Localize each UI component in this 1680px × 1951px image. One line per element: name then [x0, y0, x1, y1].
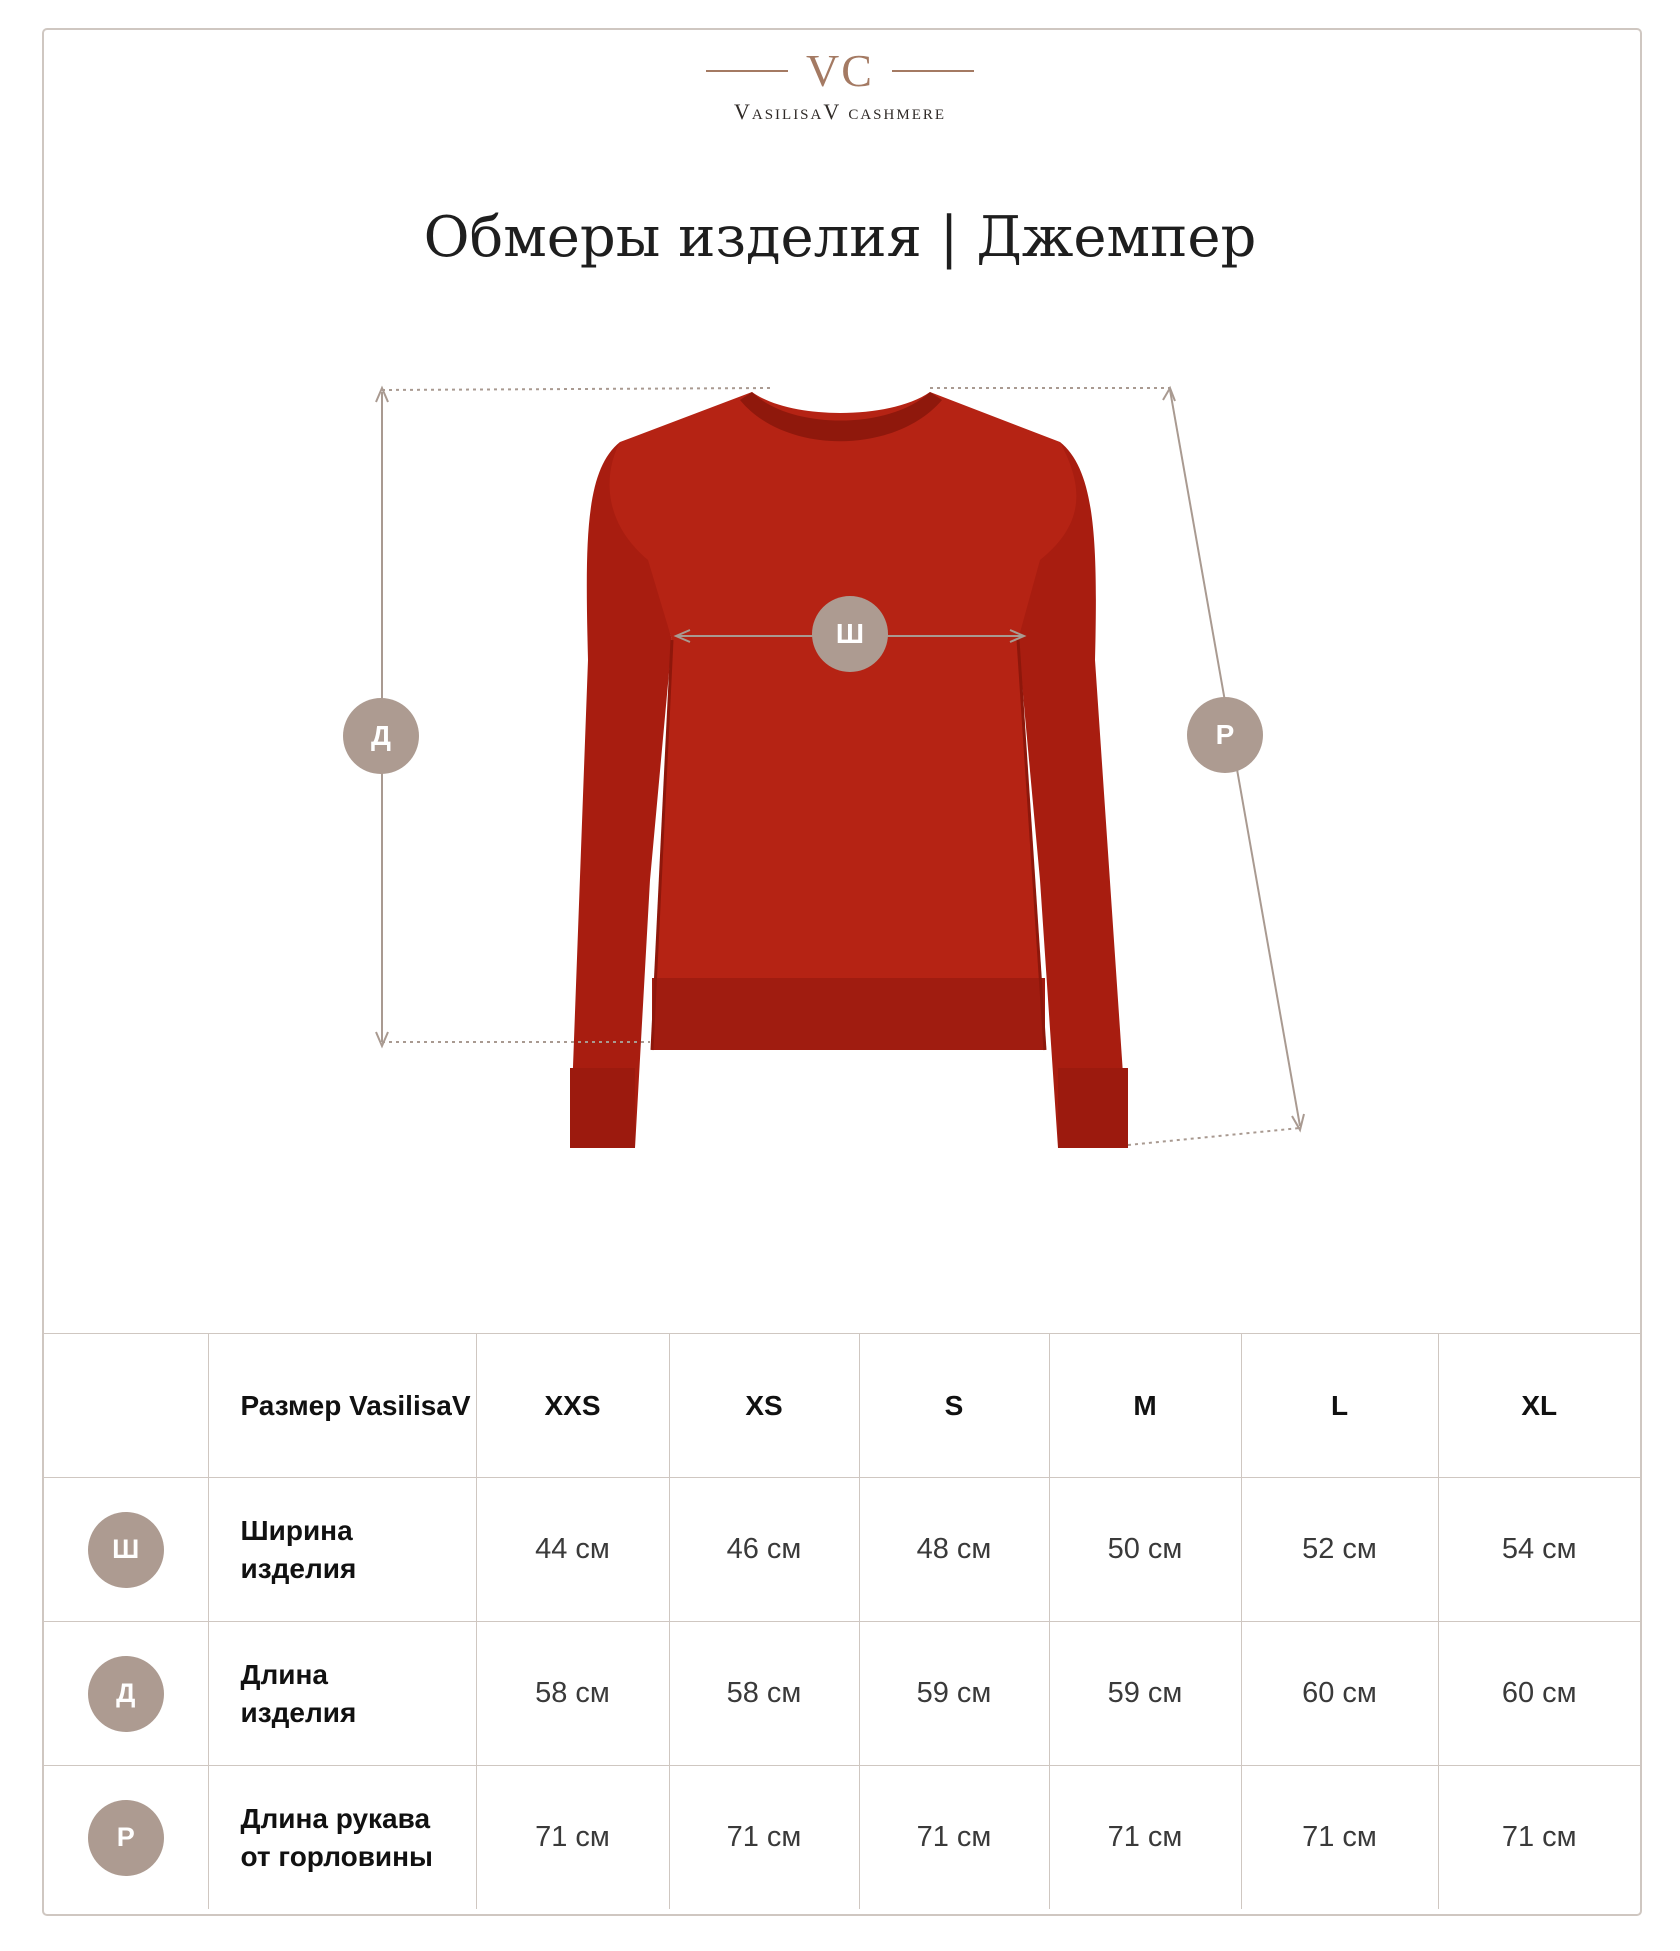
table-row: [44, 1766, 1640, 1910]
width-row-badge: Ш: [88, 1512, 164, 1588]
table-cell: 58 см: [476, 1622, 669, 1766]
table-cell: 48 см: [859, 1478, 1049, 1622]
table-cell: 71 см: [669, 1766, 859, 1910]
table-cell: 71 см: [1049, 1766, 1241, 1910]
size-header-xxs: XXS: [476, 1334, 669, 1478]
size-header-xl: XL: [1438, 1334, 1640, 1478]
size-table: [44, 1333, 1640, 1909]
table-cell: 59 см: [859, 1622, 1049, 1766]
table-corner-cell: [44, 1334, 208, 1478]
table-cell: 54 см: [1438, 1478, 1640, 1622]
row-badge-cell: [44, 1478, 208, 1622]
row-label: Длина рукава от горловины: [208, 1766, 476, 1910]
table-header-row: [44, 1334, 1640, 1478]
row-badge-cell: [44, 1766, 208, 1910]
table-cell: 59 см: [1049, 1622, 1241, 1766]
table-cell: 52 см: [1241, 1478, 1438, 1622]
logo-brand-name: VasilisaV cashmere: [733, 99, 947, 124]
table-cell: 44 см: [476, 1478, 669, 1622]
row-label: Длина изделия: [208, 1622, 476, 1766]
size-header-l: L: [1241, 1334, 1438, 1478]
table-cell: 60 см: [1241, 1622, 1438, 1766]
page-title: Обмеры изделия | Джемпер: [423, 205, 1257, 270]
table-cell: 71 см: [1438, 1766, 1640, 1910]
size-header-s: S: [859, 1334, 1049, 1478]
length-row-badge: Д: [88, 1656, 164, 1732]
table-cell: 71 см: [476, 1766, 669, 1910]
width-marker-badge: Ш: [812, 596, 888, 672]
table-cell: 46 см: [669, 1478, 859, 1622]
table-cell: 50 см: [1049, 1478, 1241, 1622]
size-header-label: Размер VasilisaV: [208, 1334, 476, 1478]
length-marker-badge: Д: [343, 698, 419, 774]
sweater-icon: [570, 392, 1128, 1148]
table-cell: 71 см: [859, 1766, 1049, 1910]
size-header-xs: XS: [669, 1334, 859, 1478]
size-header-m: M: [1049, 1334, 1241, 1478]
row-label: Ширина изделия: [208, 1478, 476, 1622]
sleeve-marker-badge: Р: [1187, 697, 1263, 773]
table-cell: 58 см: [669, 1622, 859, 1766]
logo-monogram: VC: [806, 45, 874, 96]
row-badge-cell: [44, 1622, 208, 1766]
table-row: [44, 1478, 1640, 1622]
table-cell: 60 см: [1438, 1622, 1640, 1766]
table-row: [44, 1622, 1640, 1766]
sleeve-row-badge: Р: [88, 1800, 164, 1876]
table-cell: 71 см: [1241, 1766, 1438, 1910]
